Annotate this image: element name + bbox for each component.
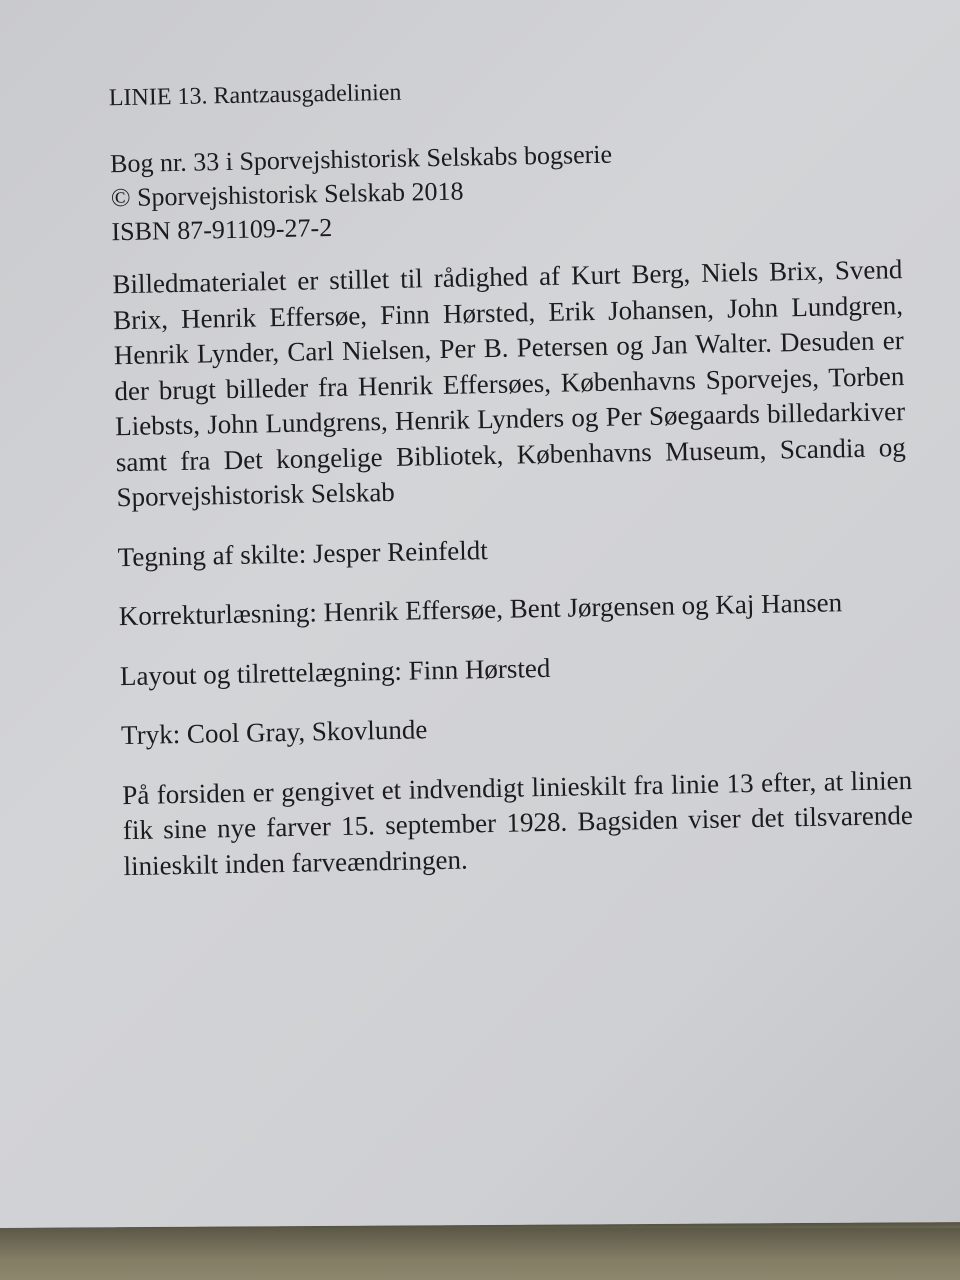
table-surface xyxy=(0,1228,960,1280)
layout-credit: Layout og tilrettelægning: Finn Hørsted xyxy=(119,652,551,691)
cover-note: På forsiden er gengivet et indvendigt linieskilt fra linie 13 efter, at linien fik sine nye farver 15. september 1928. Bagsiden viser det tilsvarende linieskilt inden farveændringen. xyxy=(121,764,914,881)
proofreading-credit: Korrekturlæsning: Henrik Effersøe, Bent Jørgensen og Kaj Hansen xyxy=(118,587,843,632)
copyright-line: © Sporvejshistorisk Selskab 2018 xyxy=(110,176,464,213)
image-credits: Billedmaterialet er stillet til rådighed af Kurt Berg, Niels Brix, Svend Brix, Henrik Effersøe, Finn Hørsted, Erik Johansen, John Lundgren, Henrik Lynder, Carl Nielsen, Per B. Petersen og Jan Walter. Desuden er der brugt billeder fra Henrik Effersøes, Københavns Sporvejes, Torben Liebsts, John Lundgrens, Henrik Lynders og Per Søegaards billedarkiver samt fra Det kongelige Bibliotek, Københavns Museum, Scandia og Sporvejshistorisk Selskab xyxy=(112,254,907,513)
print-credit: Tryk: Cool Gray, Skovlunde xyxy=(120,714,428,751)
publication-info xyxy=(110,132,902,249)
colophon xyxy=(109,66,915,908)
book-number: Bog nr. 33 i Sporvejshistorisk Selskabs bogserie xyxy=(109,139,613,179)
sign-drawing-credit: Tegning af skilte: Jesper Reinfeldt xyxy=(117,534,488,572)
isbn-line: ISBN 87-91109-27-2 xyxy=(111,213,333,247)
book-title: LINIE 13. Rantzausgadelinien xyxy=(108,79,402,112)
